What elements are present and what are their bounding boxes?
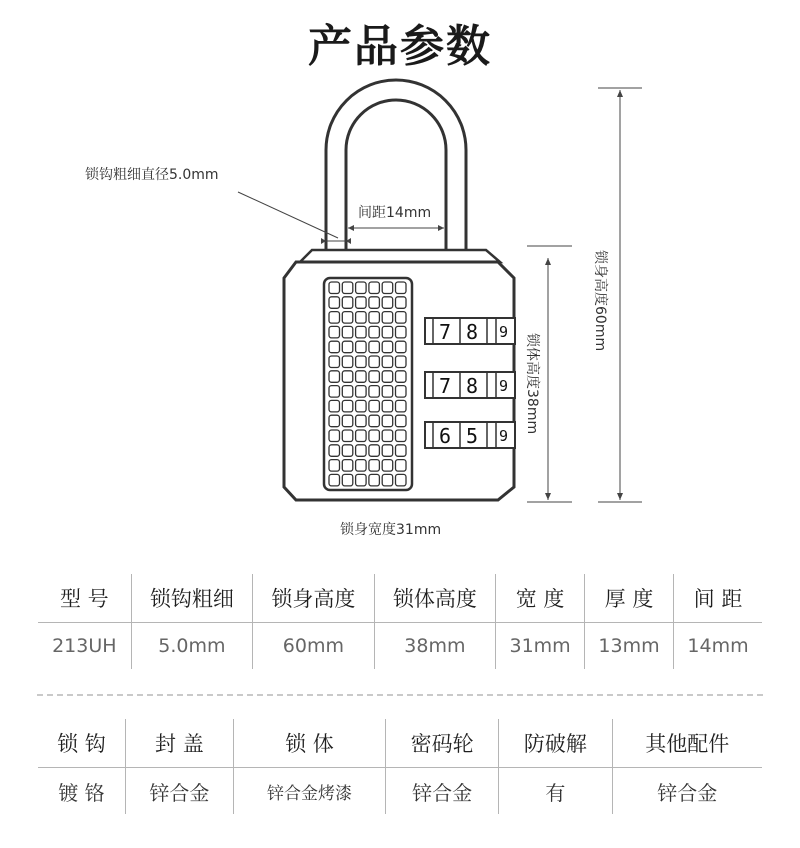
grip-dot (369, 341, 380, 353)
grip-dot (396, 474, 407, 486)
grip-panel (324, 278, 412, 490)
grip-dot (396, 371, 407, 383)
grip-dot (342, 460, 353, 472)
grip-dot (342, 445, 353, 457)
table-header-cell: 封 盖 (125, 719, 233, 768)
grip-dot (396, 386, 407, 398)
grip-dot (369, 460, 380, 472)
grip-dot (382, 400, 393, 412)
grip-dot (396, 356, 407, 368)
grip-dot (329, 371, 340, 383)
grip-dot (382, 371, 393, 383)
shackle-leader (238, 192, 338, 238)
grip-dot (382, 460, 393, 472)
shackle-inner (346, 100, 446, 255)
grip-dot (356, 460, 367, 472)
grip-dot (382, 282, 393, 294)
grip-dot (342, 341, 353, 353)
grip-dot (396, 460, 407, 472)
grip-dot (329, 386, 340, 398)
grip-dot (369, 312, 380, 324)
grip-dot (329, 356, 340, 368)
grip-dot (369, 282, 380, 294)
grip-dot (329, 400, 340, 412)
wheel-digit: 9 (499, 323, 509, 341)
grip-dot (396, 326, 407, 338)
table-row (38, 768, 763, 815)
grip-dot (369, 430, 380, 442)
grip-dot (396, 297, 407, 309)
grip-dot (329, 326, 340, 338)
dashed-divider (37, 694, 763, 696)
table-cell: 有 (499, 768, 612, 815)
grip-dot (329, 460, 340, 472)
grip-dot (329, 297, 340, 309)
spec-table-materials (37, 718, 763, 815)
table-header-cell: 型 号 (38, 574, 132, 623)
grip-dot (396, 445, 407, 457)
table-cell: 锌合金 (125, 768, 233, 815)
grip-dot (382, 415, 393, 427)
grip-dot (382, 386, 393, 398)
grip-dot (369, 400, 380, 412)
grip-dot (356, 326, 367, 338)
grip-dot (382, 356, 393, 368)
grip-dot (342, 400, 353, 412)
grip-dot (396, 430, 407, 442)
table-header-cell: 锁钩粗细 (131, 574, 253, 623)
grip-dot (382, 326, 393, 338)
grip-dot (382, 430, 393, 442)
table-cell: 锌合金烤漆 (233, 768, 385, 815)
table-cell: 213UH (38, 623, 132, 670)
grip-dot (342, 474, 353, 486)
grip-dot (369, 326, 380, 338)
table-cell: 锌合金 (612, 768, 762, 815)
grip-dot (329, 474, 340, 486)
grip-dot (342, 356, 353, 368)
wheel-digit: 9 (499, 427, 509, 445)
grip-dot (369, 474, 380, 486)
table-cell: 镀 铬 (38, 768, 126, 815)
table-cell: 13mm (585, 623, 674, 670)
grip-dot (342, 312, 353, 324)
shackle-thickness-label: 锁钩粗细直径5.0mm (85, 167, 219, 183)
grip-dot (396, 282, 407, 294)
grip-dot (369, 445, 380, 457)
table-cell: 5.0mm (131, 623, 253, 670)
wheel-digit: 8 (466, 320, 479, 344)
grip-dot (382, 297, 393, 309)
spacing-label: 间距14mm (358, 205, 432, 221)
body-width-label: 锁身宽度31mm (340, 522, 442, 538)
grip-dot (329, 341, 340, 353)
table-cell: 31mm (496, 623, 585, 670)
total-height-label: 锁身高度60mm (592, 250, 608, 352)
wheel-digit: 5 (466, 424, 479, 448)
grip-dot (369, 297, 380, 309)
table-header-cell: 其他配件 (612, 719, 762, 768)
table-header-cell: 锁体高度 (374, 574, 496, 623)
grip-dot (382, 474, 393, 486)
table-header-cell: 间 距 (673, 574, 762, 623)
table-header-cell: 厚 度 (585, 574, 674, 623)
grip-dot (329, 415, 340, 427)
grip-dot (356, 430, 367, 442)
wheel-row-3 (425, 422, 515, 448)
body-height-label: 锁体高度38mm (524, 333, 540, 435)
grip-dot (396, 400, 407, 412)
lock-cap (300, 250, 500, 262)
grip-dot (356, 297, 367, 309)
wheel-digit: 6 (439, 424, 452, 448)
grip-dot (356, 400, 367, 412)
grip-dot (342, 415, 353, 427)
grip-dot (356, 371, 367, 383)
grip-dot (382, 445, 393, 457)
table-cell: 38mm (374, 623, 496, 670)
grip-dot (356, 415, 367, 427)
grip-dot (356, 474, 367, 486)
table-header-row (38, 574, 763, 623)
table-header-cell: 防破解 (499, 719, 612, 768)
grip-dot (369, 371, 380, 383)
grip-dot (356, 386, 367, 398)
wheel-row-1 (425, 318, 515, 344)
grip-dot (342, 371, 353, 383)
table-header-cell: 密码轮 (386, 719, 499, 768)
grip-dot (356, 312, 367, 324)
wheel-digit: 8 (466, 374, 479, 398)
grip-dot (342, 386, 353, 398)
grip-dot (329, 282, 340, 294)
spec-table-dimensions (37, 573, 763, 670)
table-cell: 14mm (673, 623, 762, 670)
page-title: 产品参数 (308, 21, 492, 72)
table-header-cell: 宽 度 (496, 574, 585, 623)
grip-dot (356, 341, 367, 353)
grip-dot (329, 445, 340, 457)
grip-dot (342, 430, 353, 442)
grip-dot (382, 312, 393, 324)
table-header-row (38, 719, 763, 768)
grip-dot (329, 430, 340, 442)
table-header-cell: 锁 体 (233, 719, 385, 768)
table-row (38, 623, 763, 670)
wheel-digit: 9 (499, 377, 509, 395)
grip-dot (396, 415, 407, 427)
grip-dot (369, 415, 380, 427)
table-cell: 60mm (253, 623, 375, 670)
grip-dot (342, 282, 353, 294)
wheel-row-2 (425, 372, 515, 398)
table-header-cell: 锁身高度 (253, 574, 375, 623)
grip-dot (382, 341, 393, 353)
table-header-cell: 锁 钩 (38, 719, 126, 768)
grip-dot (356, 282, 367, 294)
grip-dot (342, 297, 353, 309)
table-cell: 锌合金 (386, 768, 499, 815)
wheel-digit: 7 (439, 320, 452, 344)
grip-dot (329, 312, 340, 324)
grip-dot (342, 326, 353, 338)
grip-dot (396, 312, 407, 324)
grip-dot (356, 356, 367, 368)
wheel-digit: 7 (439, 374, 452, 398)
grip-dot (369, 386, 380, 398)
grip-dot (356, 445, 367, 457)
grip-dot (396, 341, 407, 353)
grip-dot (369, 356, 380, 368)
